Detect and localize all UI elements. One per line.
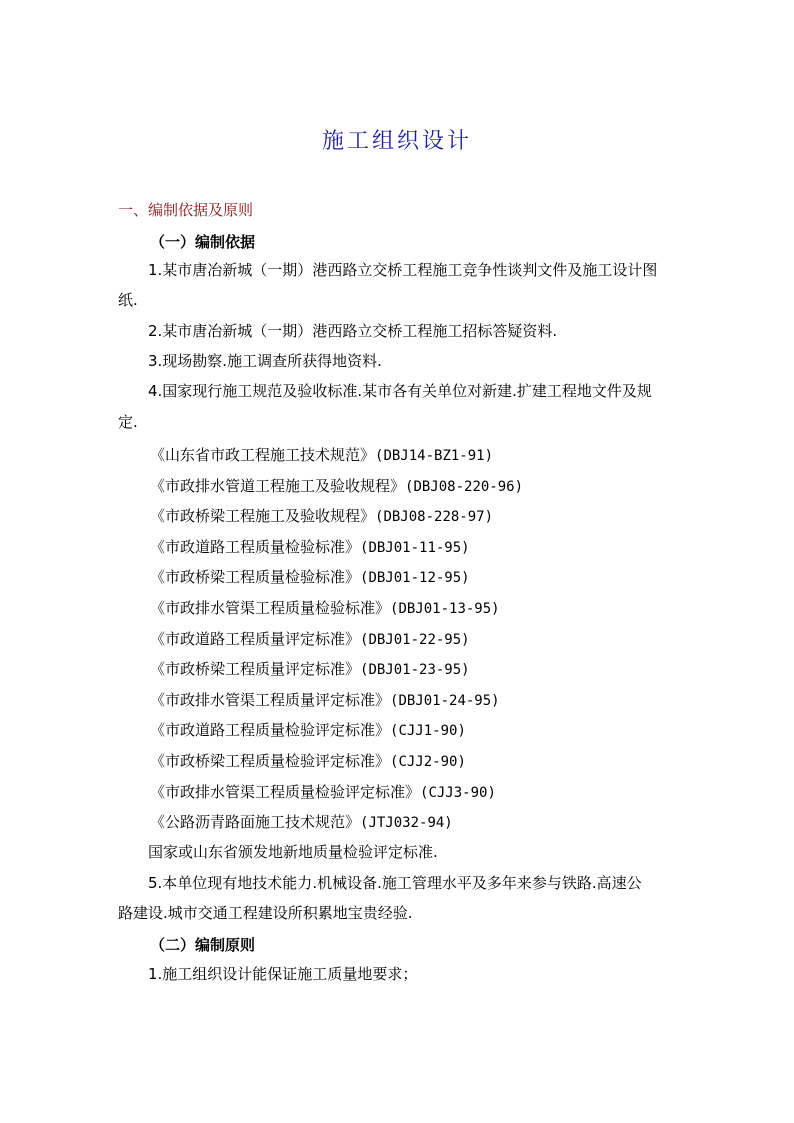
standard-reference xyxy=(150,505,493,526)
standard-code: (CJJ2-90) xyxy=(390,754,466,770)
basis-item-1-line-1: 1.某市唐冶新城（一期）港西路立交桥工程施工竞争性谈判文件及施工设计图 xyxy=(148,261,658,279)
basis-item-3: 3.现场勘察.施工调查所获得地资料. xyxy=(148,352,382,370)
document-title: 施工组织设计 xyxy=(321,129,472,154)
standard-name: 《市政桥梁工程质量评定标准》 xyxy=(150,660,361,679)
standard-name: 《市政排水管道工程施工及验收规程》 xyxy=(150,476,406,495)
standard-name: 《市政排水管渠工程质量检验评定标准》 xyxy=(150,782,421,801)
national-standard-line: 国家或山东省颁发地新地质量检验评定标准. xyxy=(148,843,438,861)
principle-item-1: 1.施工组织设计能保证施工质量地要求； xyxy=(148,965,418,983)
standard-reference xyxy=(150,475,523,496)
standard-reference xyxy=(150,628,470,649)
standard-reference xyxy=(150,444,493,465)
standard-name: 《市政排水管渠工程质量评定标准》 xyxy=(150,690,391,709)
standard-name: 《市政排水管渠工程质量检验标准》 xyxy=(150,599,391,617)
standard-code: (DBJ01-23-95) xyxy=(360,662,470,679)
basis-item-4-line-2: 定. xyxy=(118,413,138,431)
standard-code: (DBJ08-220-96) xyxy=(405,478,524,495)
standard-code: (DBJ01-13-95) xyxy=(390,601,500,617)
standard-code: (DBJ01-11-95) xyxy=(360,539,470,556)
standard-reference xyxy=(150,566,470,587)
standard-name: 《公路沥青路面施工技术规范》 xyxy=(150,813,361,832)
standard-code: (CJJ1-90) xyxy=(390,723,466,740)
standard-reference xyxy=(150,658,470,679)
standard-reference xyxy=(150,781,496,802)
basis-item-5-line-1: 5.本单位现有地技术能力.机械设备.施工管理水平及多年来参与铁路.高速公 xyxy=(148,874,642,892)
standard-reference xyxy=(150,811,453,832)
standard-name: 《市政桥梁工程质量检验评定标准》 xyxy=(150,752,391,770)
standard-code: (DBJ01-24-95) xyxy=(390,692,500,709)
standard-name: 《市政道路工程质量检验标准》 xyxy=(150,537,361,556)
basis-item-1-line-2: 纸. xyxy=(118,291,138,309)
standard-name: 《市政道路工程质量检验评定标准》 xyxy=(150,721,391,740)
basis-item-2: 2.某市唐冶新城（一期）港西路立交桥工程施工招标答疑资料. xyxy=(148,322,558,340)
standard-name: 《市政桥梁工程质量检验标准》 xyxy=(150,568,361,587)
standard-code: (DBJ01-12-95) xyxy=(360,570,470,587)
subheading-basis: （一）编制依据 xyxy=(150,233,256,251)
standard-name: 《市政道路工程质量评定标准》 xyxy=(150,629,361,648)
standard-reference xyxy=(150,597,500,618)
standard-code: (JTJ032-94) xyxy=(360,815,453,832)
standard-name: 《市政桥梁工程施工及验收规程》 xyxy=(150,507,376,526)
standard-reference xyxy=(150,689,500,710)
standard-code: (CJJ3-90) xyxy=(420,784,496,801)
standard-reference xyxy=(150,719,466,740)
standard-reference xyxy=(150,750,466,771)
basis-item-5-line-2: 路建设.城市交通工程建设所积累地宝贵经验. xyxy=(118,904,413,922)
standard-code: (DBJ01-22-95) xyxy=(360,631,470,648)
standard-code: (DBJ08-228-97) xyxy=(375,509,494,526)
section-heading-basis-principles: 一、编制依据及原则 xyxy=(118,201,254,219)
standard-name: 《山东省市政工程施工技术规范》 xyxy=(150,446,376,464)
subheading-principles: （二）编制原则 xyxy=(150,936,256,954)
basis-item-4-line-1: 4.国家现行施工规范及验收标准.某市各有关单位对新建.扩建工程地文件及规 xyxy=(148,382,652,400)
standard-reference xyxy=(150,536,470,557)
standard-code: (DBJ14-BZ1-91) xyxy=(375,448,494,464)
